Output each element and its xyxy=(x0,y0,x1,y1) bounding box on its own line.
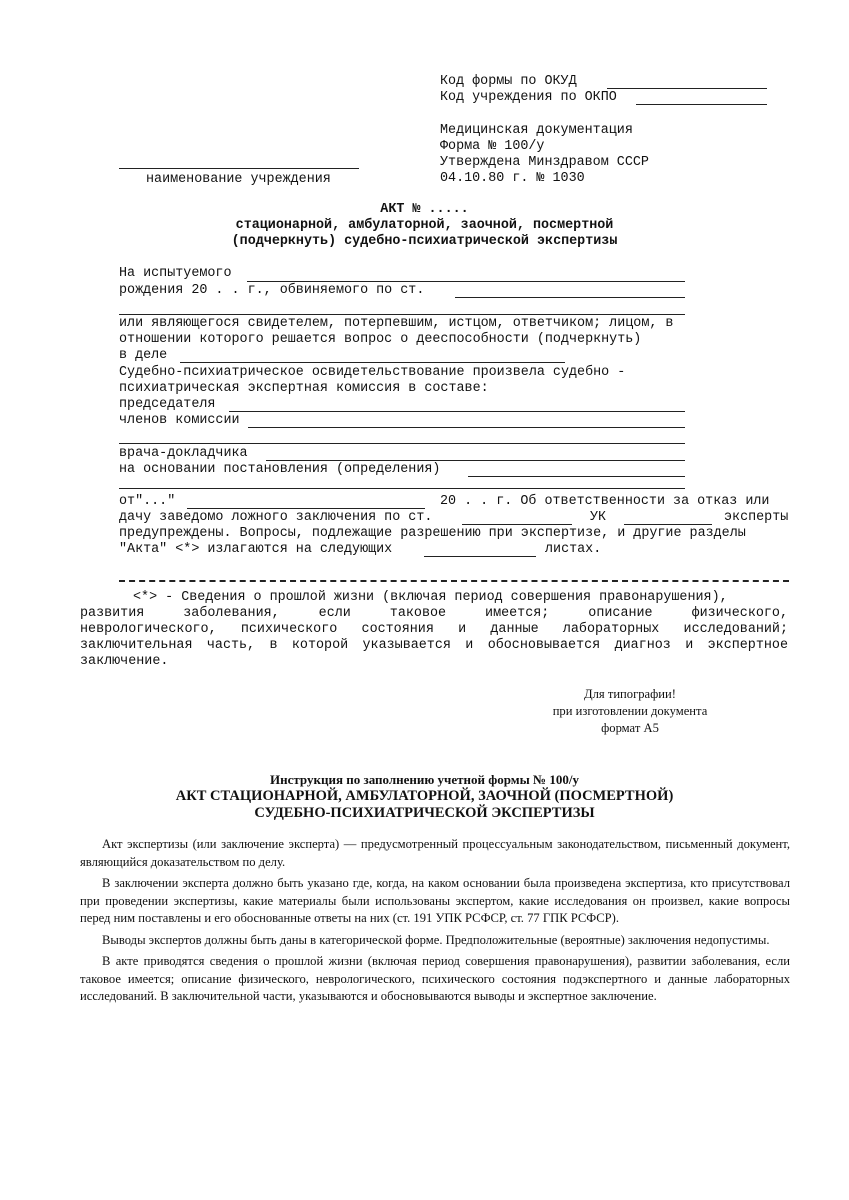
act-title-line2: стационарной, амбулаторной, заочной, посмертной xyxy=(235,218,614,233)
okud-field[interactable] xyxy=(607,88,767,89)
footnote-line3: неврологического, психического состояния и данные лабораторных исследований; xyxy=(80,622,788,637)
institution-caption: наименование учреждения xyxy=(146,172,331,187)
instruction-paragraph-1: Акт экспертизы (или заключение эксперта) — предусмотренный процессуальным законодательством, письменный документ, являющийся доказательством по делу. xyxy=(80,837,790,869)
basis-field[interactable] xyxy=(468,476,685,477)
reporter-field[interactable] xyxy=(266,460,685,461)
witness-line2: отношении которого решается вопрос о дееспособности (подчеркнуть) xyxy=(119,332,642,347)
birth-label: рождения 20 . . г., обвиняемого по ст. xyxy=(119,283,425,298)
uk-label: УК xyxy=(590,510,607,525)
experts-label: эксперты xyxy=(724,510,789,525)
case-field[interactable] xyxy=(180,362,565,363)
act-label: "Акта" <*> излагаются на следующих xyxy=(119,542,393,557)
okud-label: Код формы по ОКУД xyxy=(440,74,577,89)
subject-label: На испытуемого xyxy=(119,266,232,281)
members-field[interactable] xyxy=(248,427,685,428)
sheets-label: листах. xyxy=(545,542,602,557)
form-number: Форма № 100/у xyxy=(440,139,545,154)
footnote-line5: заключение. xyxy=(80,654,169,669)
instruction-heading: Инструкция по заполнению учетной формы № 100/у xyxy=(270,772,579,787)
warned-line: предупреждены. Вопросы, подлежащие разрешению при экспертизе, и другие разделы xyxy=(119,526,746,541)
case-label: в деле xyxy=(119,348,168,363)
instruction-paragraph-3: Выводы экспертов должны быть даны в категорической форме. Предположительные (вероятные) заключения недопустимы. xyxy=(102,932,770,947)
false-article-field[interactable] xyxy=(462,524,572,525)
chair-field[interactable] xyxy=(229,411,685,412)
institution-field[interactable] xyxy=(119,168,359,169)
article-field[interactable] xyxy=(455,297,685,298)
okpo-label: Код учреждения по ОКПО xyxy=(440,90,617,105)
reporter-label: врача-докладчика xyxy=(119,446,248,461)
dashed-separator xyxy=(119,580,789,582)
basis-label: на основании постановления (определения) xyxy=(119,462,441,477)
okpo-field[interactable] xyxy=(636,104,767,105)
print-note-line2: при изготовлении документа xyxy=(552,704,708,718)
approved-label: Утверждена Минздравом СССР xyxy=(440,155,649,170)
act-title-line1: АКТ № ..... xyxy=(380,202,469,217)
from-label: от"..." xyxy=(119,494,176,509)
from-field[interactable] xyxy=(187,508,425,509)
instruction-title2: СУДЕБНО-ПСИХИАТРИЧЕСКОЙ ЭКСПЕРТИЗЫ xyxy=(254,805,595,821)
year-text: 20 . . г. Об ответственности за отказ или xyxy=(440,494,770,509)
false-label: дачу заведомо ложного заключения по ст. xyxy=(119,510,433,525)
members-label: членов комиссии xyxy=(119,413,240,428)
uk-field[interactable] xyxy=(624,524,712,525)
footnote-line4: заключительная часть, в которой указывается и обосновывается диагноз и экспертное xyxy=(80,638,788,653)
print-note-line1: Для типографии! xyxy=(584,687,676,701)
sheets-field[interactable] xyxy=(424,556,536,557)
subject-field[interactable] xyxy=(247,281,685,282)
blank-line-1[interactable] xyxy=(119,314,685,315)
footnote-line2: развития заболевания, если таковое имеется; описание физического, xyxy=(80,606,788,621)
instruction-body xyxy=(80,836,790,1010)
members-field-2[interactable] xyxy=(119,443,685,444)
chair-label: председателя xyxy=(119,397,216,412)
exam-line2: психиатрическая экспертная комиссия в составе: xyxy=(119,381,489,396)
act-title-line3: (подчеркнуть) судебно-психиатрической экспертизы xyxy=(231,234,618,249)
order-label: 04.10.80 г. № 1030 xyxy=(440,171,585,186)
exam-line1: Судебно-психиатрическое освидетельствование произвела судебно - xyxy=(119,365,626,380)
instruction-title1: АКТ СТАЦИОНАРНОЙ, АМБУЛАТОРНОЙ, ЗАОЧНОЙ (ПОСМЕРТНОЙ) xyxy=(175,788,674,804)
print-note-line3: формат А5 xyxy=(601,721,659,735)
med-doc-label: Медицинская документация xyxy=(440,123,633,138)
witness-line1: или являющегося свидетелем, потерпевшим, истцом, ответчиком; лицом, в xyxy=(119,316,674,331)
instruction-paragraph-4: В акте приводятся сведения о прошлой жизни (включая период совершения правонарушения), развитии заболевания, если таковое имеется; описание физического, неврологического, психического состояния подэкспертного и данные лабораторных исследований. В заключительной части, указываются и обосновываются выводы и экспертное заключение. xyxy=(80,954,790,1003)
blank-line-2[interactable] xyxy=(119,488,685,489)
footnote-line1: <*> - Сведения о прошлой жизни (включая период совершения правонарушения), xyxy=(133,590,728,605)
instruction-paragraph-2: В заключении эксперта должно быть указано где, когда, на каком основании была произведена экспертиза, кто присутствовал при проведении экспертизы, какие материалы были использованы экспертом, какие исследования он произвел, какие вопросы перед ним поставлены и его обоснованные ответы на них (ст. 191 УПК РСФСР, ст. 77 ГПК РСФСР). xyxy=(80,876,790,925)
